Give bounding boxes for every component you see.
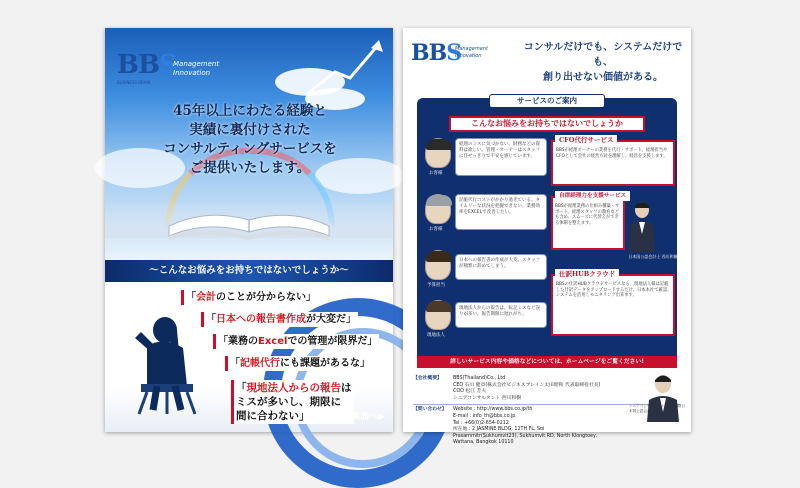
worry-text: ミスが多いし、期限に (236, 396, 341, 408)
intro-line: コンサルティングサービスを (163, 141, 337, 157)
worry-1 (181, 290, 318, 305)
worry-text: での管理が限界だ」 (287, 336, 378, 347)
front-flyer (105, 28, 393, 432)
service-cfo-body: BBSが経理オーナーの業務を代行・サポート。経理担当やCFOとして会社の経営方針を理解し、経営を支援します。 (556, 148, 668, 159)
tagline-line: 創り出せない価値がある。 (543, 72, 663, 83)
details-banner: 詳しいサービス内容や価格などについては、ホームページをご覧ください! (417, 356, 677, 368)
consultant-caption: 日本国公認会計士 西川和樹 (628, 254, 678, 259)
service-self-accounting-body: BBSが経理業務の仕組み構築・サポート。経理スタッフの教育なども含め、スムーズに代替えができる体制を整えます。 (555, 204, 620, 226)
logo-small-text: BUSINESS BRAIN (117, 80, 151, 85)
worry-text: 「 (206, 314, 216, 325)
persona-bubble: 記帳代行コストがかかり過ぎている。タイムリーな状況を把握できない。業務効率をEXCELで改善したい。 (455, 194, 547, 230)
worry-text: のことが分からない」 (216, 292, 316, 303)
logo-mark: BB (117, 50, 159, 80)
worry-2 (201, 312, 358, 327)
company-section (413, 376, 681, 402)
company-line: BBS(Thailand)Co., Ltd (453, 376, 506, 381)
contact-section (413, 407, 681, 447)
logo-management: Management (173, 60, 220, 68)
logo-tagline (455, 46, 488, 60)
persona-label: お客様 (429, 171, 443, 176)
worry-4 (225, 356, 372, 371)
service-hub-cloud-head: 仕訳HUBクラウド (555, 269, 619, 279)
worries-band: 〜こんなお悩みをお持ちではないでしょうか〜 (105, 260, 393, 282)
service-cfo (551, 140, 675, 186)
worry-text: 「 (236, 382, 247, 394)
persona-avatar (425, 300, 451, 330)
company-line: COO 松江 芳夫 (453, 389, 487, 395)
back-tagline (523, 40, 683, 85)
logo-s: S (158, 50, 177, 80)
worry-highlight: 日本への報告書作成 (216, 314, 306, 325)
logo-tagline (173, 60, 219, 78)
phone-number: Tel : +66(0)2-654-0212 (453, 420, 509, 426)
website-link[interactable]: Website : http://www.bbs.co.jp/th (453, 407, 533, 413)
worry-text: は (341, 382, 352, 394)
back-logo (411, 40, 488, 66)
hair (426, 139, 452, 150)
worry-3 (213, 334, 379, 349)
services-title: サービスのご案内 (489, 94, 605, 108)
intro-line: 45年以上にわたる経験と (173, 103, 327, 119)
solution-link: 解決方法は裏面へ▶ (306, 412, 385, 422)
persona-bubble: 日本への報告書の作成が大変。スタッフが頻繁に辞めてしまう。 (455, 254, 547, 280)
company-line: シニアコンサルタント 西川和樹 (453, 395, 522, 401)
intro-heading (145, 102, 355, 178)
persona-avatar (425, 194, 451, 224)
persona-bubble: 経理のミスに気づかない。財務などの資料は欲しい。管理・オーナーはスタッフに任せっきりで不安を感じています。 (455, 138, 547, 176)
logo-management: Management (455, 46, 488, 52)
worry-text: 「 (230, 358, 240, 369)
persona-label: お客様 (429, 227, 443, 232)
service-hub-cloud-body: BBSの仕訳HUBクラウドサービスなら、現地法人様は記帳した仕訳データをアップロードするだけ。日本本社で確認、システムを活用しモニタリング出来ます。 (556, 282, 672, 299)
worry-highlight: 記帳代行 (240, 358, 280, 369)
persona-label: 予算担当 (427, 283, 445, 288)
persona-avatar (425, 138, 451, 168)
address: 所在地 : 2 JASMINE BLDG, 12TH FL, Soi Prasarnmitr(Sukhumvit23), Sukhumvit RD, North Klongtoey, Wattana, Bangkok 10110 (453, 427, 598, 446)
tagline-line: コンサルだけでも、システムだけでも、 (523, 42, 683, 68)
service-self-accounting-head: 自律経理力を支援サービス (555, 191, 630, 201)
company-line: CEO 石川 健章(株式会社ビジネスブレイン太田昭和 代表取締役社長) (453, 382, 601, 388)
persona-label: 現地法人 (427, 333, 445, 338)
growth-arrow-icon (305, 38, 385, 98)
worry-highlight: Excel (258, 336, 288, 347)
worry-text: にも課題があるな」 (280, 358, 370, 369)
logo-innovation: Innovation (455, 53, 482, 59)
email-link[interactable]: E-mail : info_th@bbs.co.jp (453, 413, 516, 419)
consultant-portrait (643, 372, 683, 422)
service-cfo-head: CFO代行サービス (555, 135, 617, 145)
persona-bubble: 現地法人からの報告は、転記ミスなど誤りが多い。報告期限に遅れがち。 (455, 302, 547, 328)
contact-label: 【問い合わせ】 (413, 407, 447, 413)
hair (426, 301, 452, 312)
worry-text: 間に合わない」 (236, 410, 310, 422)
worry-text: 「 (186, 292, 196, 303)
portrait-caption: シニアコンサルタント 西川和樹(日本国公認会計士) (629, 404, 685, 413)
worried-businessman-silhouette (117, 308, 207, 418)
open-book-icon (167, 206, 331, 242)
back-flyer (403, 28, 691, 446)
worry-highlight: 現地法人からの報告 (246, 382, 341, 394)
hair (426, 195, 452, 206)
logo-innovation: Innovation (173, 69, 211, 77)
worry-highlight: 会計 (196, 292, 216, 303)
persona-avatar (425, 250, 451, 280)
contact-details (453, 407, 603, 447)
intro-line: 実績に裏付けされた (189, 122, 311, 138)
logo-mark: BB (411, 40, 447, 66)
front-logo (117, 50, 237, 90)
consultant-photo (627, 200, 657, 252)
intro-line: ご提供いたします。 (189, 160, 311, 176)
hair (426, 251, 452, 262)
company-label: 【会社概要】 (413, 376, 442, 381)
services-question: こんなお悩みをお持ちではないでしょうか (449, 116, 645, 132)
logo-s: S (446, 40, 462, 66)
worry-text: 「業務の (218, 336, 258, 347)
worry-text: が大変だ」 (306, 314, 356, 325)
